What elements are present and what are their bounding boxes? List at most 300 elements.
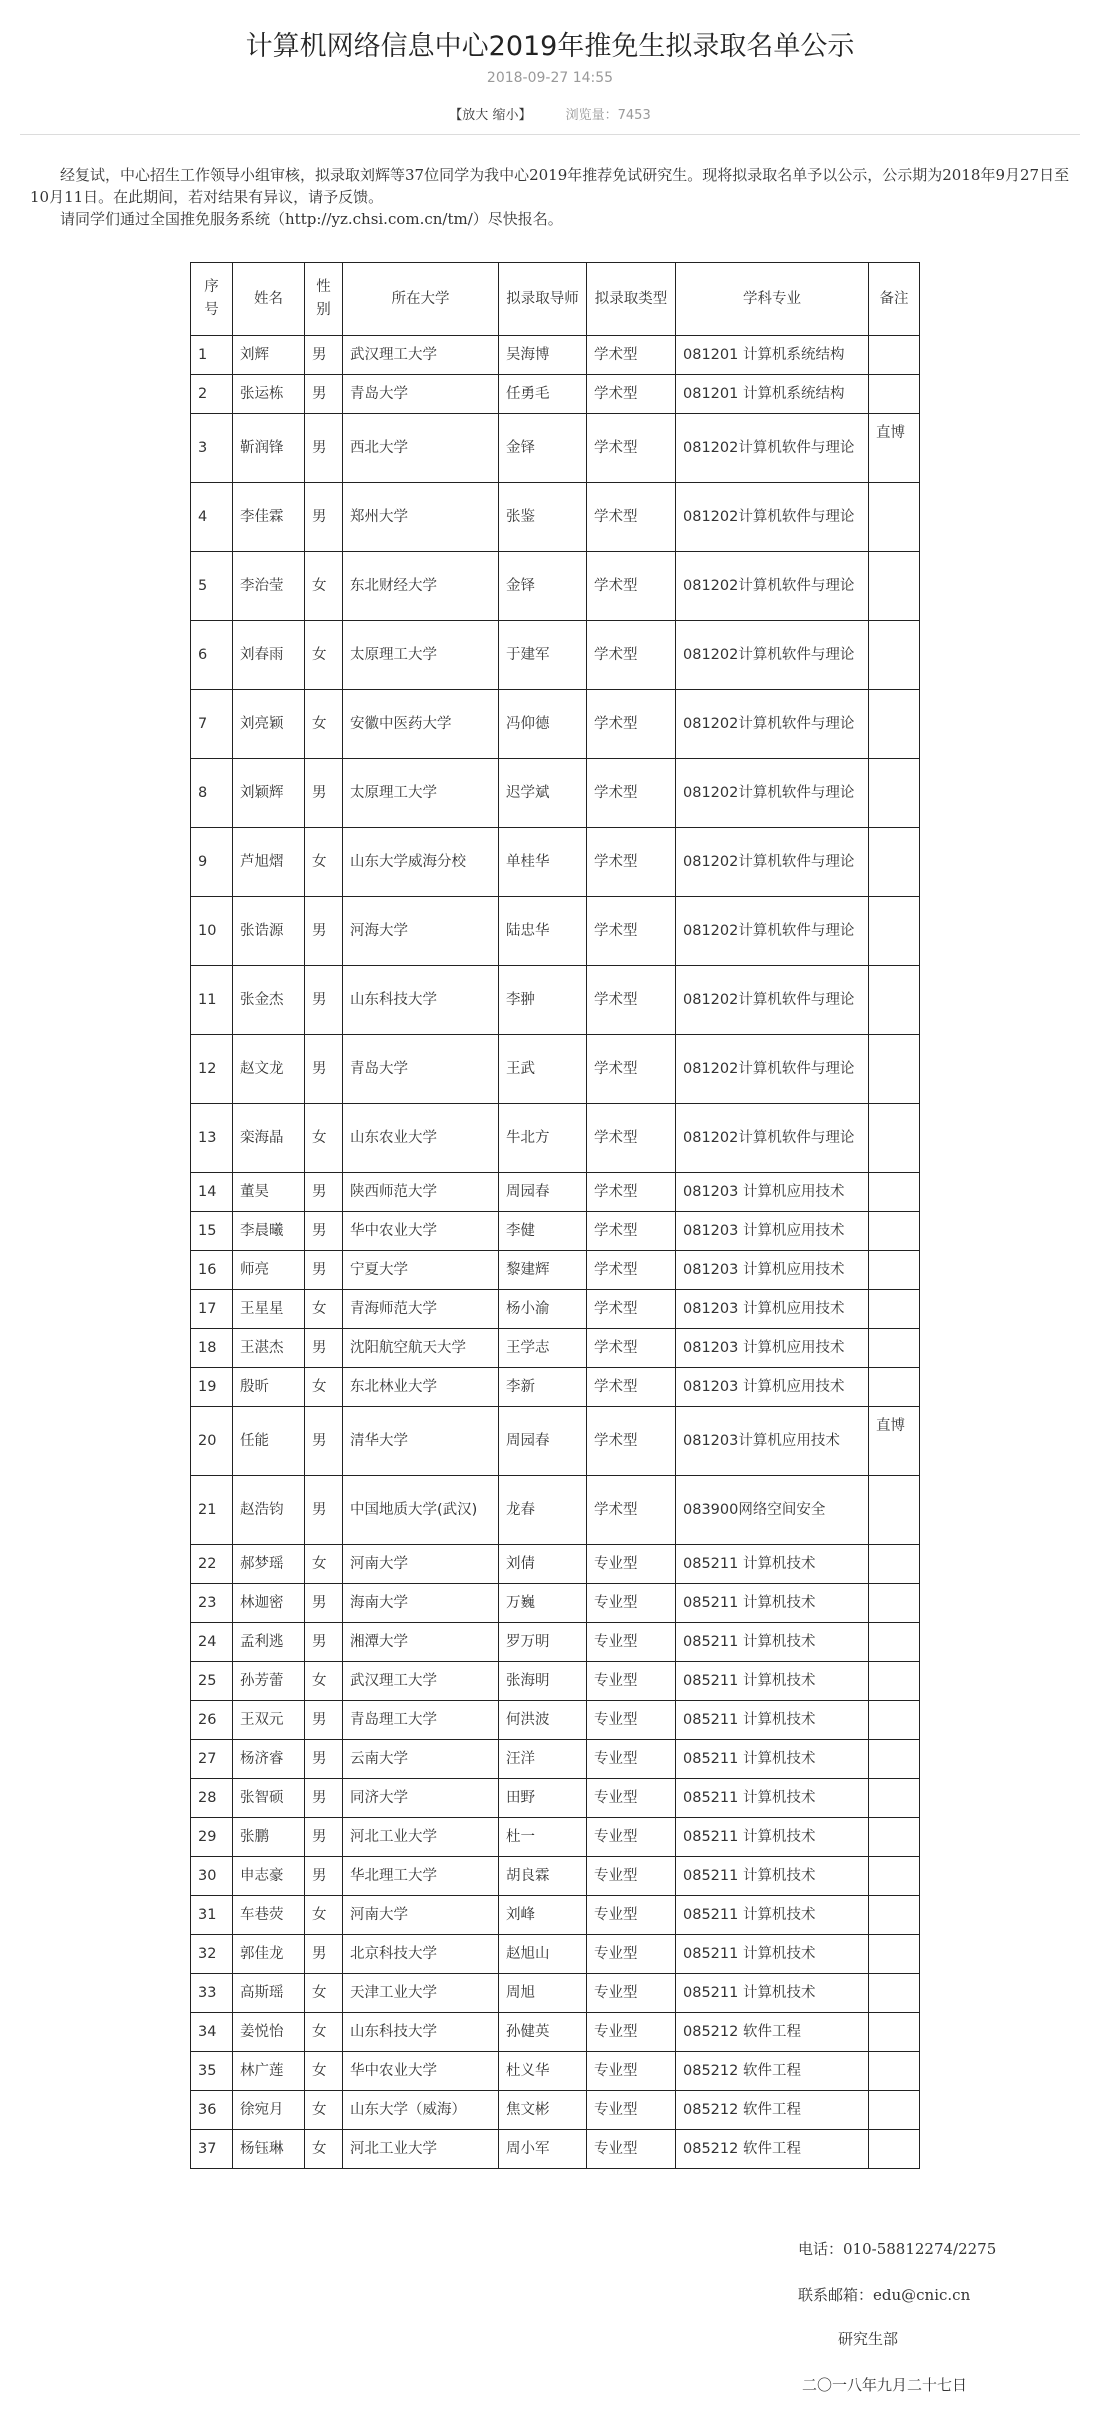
cell-name: 芦旭熠 [233,828,305,897]
cell-gender: 男 [305,897,343,966]
cell-major: 085211 计算机技术 [676,1662,869,1701]
cell-university: 青岛大学 [343,375,499,414]
cell-index: 24 [191,1623,233,1662]
cell-major: 085211 计算机技术 [676,1701,869,1740]
cell-gender: 男 [305,1407,343,1476]
cell-index: 35 [191,2052,233,2091]
cell-advisor: 赵旭山 [499,1935,587,1974]
cell-gender: 男 [305,1779,343,1818]
cell-type: 专业型 [587,1545,676,1584]
cell-gender: 女 [305,2091,343,2130]
cell-major: 081202计算机软件与理论 [676,897,869,966]
cell-type: 学术型 [587,336,676,375]
table-row [191,966,920,1035]
table-row [191,1779,920,1818]
cell-name: 孟利逃 [233,1623,305,1662]
cell-gender: 女 [305,1290,343,1329]
table-row [191,759,920,828]
table-row [191,1896,920,1935]
cell-advisor: 李新 [499,1368,587,1407]
cell-university: 河南大学 [343,1896,499,1935]
cell-name: 刘亮颖 [233,690,305,759]
issue-date-text: 二〇一八年九月二十七日 [802,2376,968,2394]
cell-note [869,2052,920,2091]
cell-note [869,2091,920,2130]
cell-type: 学术型 [587,1290,676,1329]
cell-note [869,759,920,828]
cell-note [869,1974,920,2013]
cell-major: 085211 计算机技术 [676,1623,869,1662]
cell-university: 山东大学（威海） [343,2091,499,2130]
cell-major: 081202计算机软件与理论 [676,621,869,690]
cell-university: 安徽中医药大学 [343,690,499,759]
cell-type: 学术型 [587,966,676,1035]
cell-note [869,1173,920,1212]
cell-note [869,375,920,414]
cell-name: 杨济睿 [233,1740,305,1779]
cell-name: 张运栋 [233,375,305,414]
cell-name: 赵文龙 [233,1035,305,1104]
view-count [566,108,651,123]
cell-note: 直博 [869,414,920,483]
cell-gender: 男 [305,1857,343,1896]
cell-university: 华北理工大学 [343,1857,499,1896]
cell-advisor: 焦文彬 [499,2091,587,2130]
cell-type: 学术型 [587,690,676,759]
cell-type: 学术型 [587,483,676,552]
cell-name: 张诰源 [233,897,305,966]
cell-university: 郑州大学 [343,483,499,552]
cell-index: 26 [191,1701,233,1740]
cell-advisor: 刘倩 [499,1545,587,1584]
cell-type: 学术型 [587,1329,676,1368]
cell-index: 10 [191,897,233,966]
cell-gender: 女 [305,1368,343,1407]
cell-index: 18 [191,1329,233,1368]
cell-index: 23 [191,1584,233,1623]
cell-note [869,2013,920,2052]
cell-type: 学术型 [587,759,676,828]
table-row [191,1251,920,1290]
cell-note [869,828,920,897]
cell-note [869,1935,920,1974]
cell-gender: 男 [305,1251,343,1290]
cell-index: 27 [191,1740,233,1779]
table-row [191,621,920,690]
cell-name: 刘颖辉 [233,759,305,828]
cell-name: 李佳霖 [233,483,305,552]
table-row [191,1476,920,1545]
table-row [191,2091,920,2130]
cell-type: 学术型 [587,1251,676,1290]
cell-index: 11 [191,966,233,1035]
cell-note [869,1290,920,1329]
cell-gender: 女 [305,690,343,759]
cell-gender: 女 [305,552,343,621]
cell-type: 学术型 [587,375,676,414]
cell-university: 青岛理工大学 [343,1701,499,1740]
view-count-value: 7453 [617,108,651,123]
cell-type: 学术型 [587,1035,676,1104]
view-count-label: 浏览量： [565,108,618,123]
cell-advisor: 杜义华 [499,2052,587,2091]
cell-name: 王湛杰 [233,1329,305,1368]
cell-university: 中国地质大学(武汉) [343,1476,499,1545]
cell-name: 李治莹 [233,552,305,621]
cell-note [869,1368,920,1407]
cell-note [869,1896,920,1935]
cell-advisor: 周园春 [499,1407,587,1476]
cell-major: 081202计算机软件与理论 [676,759,869,828]
cell-university: 清华大学 [343,1407,499,1476]
table-row [191,1701,920,1740]
table-row [191,2052,920,2091]
cell-gender: 男 [305,1623,343,1662]
cell-major: 085212 软件工程 [676,2130,869,2169]
cell-type: 专业型 [587,1857,676,1896]
cell-name: 孙芳蕾 [233,1662,305,1701]
cell-name: 郭佳龙 [233,1935,305,1974]
article-tools [0,104,1100,123]
header-advisor: 拟录取导师 [499,263,587,336]
cell-index: 14 [191,1173,233,1212]
cell-gender: 男 [305,414,343,483]
table-row [191,483,920,552]
cell-advisor: 周旭 [499,1974,587,2013]
table-row [191,1212,920,1251]
cell-major: 081203 计算机应用技术 [676,1212,869,1251]
cell-name: 栾海晶 [233,1104,305,1173]
cell-university: 北京科技大学 [343,1935,499,1974]
cell-major: 081202计算机软件与理论 [676,966,869,1035]
cell-major: 081202计算机软件与理论 [676,483,869,552]
contact-email-text: 联系邮箱：edu@cnic.cn [798,2286,971,2304]
cell-university: 山东大学威海分校 [343,828,499,897]
cell-index: 17 [191,1290,233,1329]
table-row [191,897,920,966]
table-row [191,414,920,483]
cell-gender: 女 [305,621,343,690]
cell-gender: 男 [305,1701,343,1740]
cell-university: 华中农业大学 [343,1212,499,1251]
cell-university: 沈阳航空航天大学 [343,1329,499,1368]
cell-index: 16 [191,1251,233,1290]
cell-major: 081202计算机软件与理论 [676,414,869,483]
zoom-out-link[interactable]: 缩小 [492,108,519,123]
cell-name: 殷昕 [233,1368,305,1407]
cell-gender: 女 [305,1974,343,2013]
cell-name: 师亮 [233,1251,305,1290]
cell-advisor: 金铎 [499,414,587,483]
cell-index: 29 [191,1818,233,1857]
table-row [191,1857,920,1896]
cell-name: 靳润锋 [233,414,305,483]
table-row [191,336,920,375]
table-row [191,1935,920,1974]
cell-gender: 男 [305,1212,343,1251]
cell-index: 13 [191,1104,233,1173]
cell-gender: 女 [305,828,343,897]
table-body [191,336,920,2169]
cell-note [869,1584,920,1623]
cell-gender: 女 [305,2013,343,2052]
cell-major: 085211 计算机技术 [676,1740,869,1779]
cell-note [869,897,920,966]
cell-note [869,1623,920,1662]
cell-gender: 男 [305,759,343,828]
cell-type: 专业型 [587,1818,676,1857]
cell-note [869,1251,920,1290]
cell-university: 河北工业大学 [343,2130,499,2169]
table-row [191,690,920,759]
cell-advisor: 周小军 [499,2130,587,2169]
header-note: 备注 [869,263,920,336]
table-row [191,1290,920,1329]
cell-gender: 男 [305,1476,343,1545]
cell-advisor: 金铎 [499,552,587,621]
cell-index: 4 [191,483,233,552]
issuing-department-text: 研究生部 [838,2330,899,2348]
cell-university: 山东科技大学 [343,966,499,1035]
zoom-in-link[interactable]: 放大 [462,108,489,123]
table-row [191,1368,920,1407]
cell-gender: 男 [305,1173,343,1212]
cell-note [869,1662,920,1701]
cell-advisor: 龙春 [499,1476,587,1545]
cell-major: 081203 计算机应用技术 [676,1368,869,1407]
cell-note [869,690,920,759]
cell-name: 车巷荧 [233,1896,305,1935]
table-row [191,1104,920,1173]
cell-university: 武汉理工大学 [343,336,499,375]
cell-major: 081203 计算机应用技术 [676,1329,869,1368]
cell-note [869,336,920,375]
cell-type: 学术型 [587,1212,676,1251]
cell-type: 学术型 [587,1476,676,1545]
cell-major: 081202计算机软件与理论 [676,828,869,897]
cell-type: 学术型 [587,1173,676,1212]
table-row [191,1035,920,1104]
cell-note [869,1329,920,1368]
cell-university: 青岛大学 [343,1035,499,1104]
cell-index: 30 [191,1857,233,1896]
cell-gender: 男 [305,966,343,1035]
cell-major: 081202计算机软件与理论 [676,690,869,759]
cell-name: 高斯瑶 [233,1974,305,2013]
cell-advisor: 汪洋 [499,1740,587,1779]
table-row [191,375,920,414]
cell-type: 专业型 [587,1974,676,2013]
cell-index: 3 [191,414,233,483]
header-name: 姓名 [233,263,305,336]
cell-note [869,1779,920,1818]
cell-major: 081201 计算机系统结构 [676,375,869,414]
cell-gender: 男 [305,1035,343,1104]
cell-university: 河南大学 [343,1545,499,1584]
cell-university: 青海师范大学 [343,1290,499,1329]
cell-advisor: 张海明 [499,1662,587,1701]
cell-advisor: 胡良霖 [499,1857,587,1896]
cell-major: 085211 计算机技术 [676,1896,869,1935]
cell-name: 董昊 [233,1173,305,1212]
cell-type: 学术型 [587,1368,676,1407]
cell-name: 林广莲 [233,2052,305,2091]
cell-advisor: 孙健英 [499,2013,587,2052]
cell-major: 085212 软件工程 [676,2052,869,2091]
cell-major: 085211 计算机技术 [676,1779,869,1818]
cell-type: 学术型 [587,621,676,690]
table-row [191,2130,920,2169]
cell-index: 36 [191,2091,233,2130]
cell-gender: 女 [305,2052,343,2091]
cell-type: 专业型 [587,1701,676,1740]
cell-index: 9 [191,828,233,897]
cell-type: 专业型 [587,1896,676,1935]
publish-date: 2018-09-27 14:55 [486,70,614,86]
cell-advisor: 牛北方 [499,1104,587,1173]
cell-major: 081203计算机应用技术 [676,1407,869,1476]
cell-note [869,483,920,552]
cell-type: 学术型 [587,1407,676,1476]
header-major: 学科专业 [676,263,869,336]
cell-major: 081202计算机软件与理论 [676,1104,869,1173]
cell-major: 081202计算机软件与理论 [676,552,869,621]
cell-advisor: 万巍 [499,1584,587,1623]
intro-paragraph: 经复试，中心招生工作领导小组审核，拟录取刘辉等37位同学为我中心2019年推荐免试研究生。现将拟录取名单予以公示，公示期为2018年9月27日至10月11日。在此期间，若对结果有异议，请予反馈。 [30,166,1070,206]
cell-index: 33 [191,1974,233,2013]
cell-name: 任能 [233,1407,305,1476]
table-row [191,1329,920,1368]
header-gender: 性别 [305,263,343,336]
cell-index: 15 [191,1212,233,1251]
cell-university: 武汉理工大学 [343,1662,499,1701]
cell-name: 刘春雨 [233,621,305,690]
cell-name: 王双元 [233,1701,305,1740]
title-divider [20,134,1080,135]
cell-index: 21 [191,1476,233,1545]
cell-advisor: 刘峰 [499,1896,587,1935]
cell-advisor: 任勇毛 [499,375,587,414]
cell-major: 085211 计算机技术 [676,1857,869,1896]
table-row [191,828,920,897]
cell-university: 河海大学 [343,897,499,966]
cell-advisor: 张鉴 [499,483,587,552]
cell-advisor: 李健 [499,1212,587,1251]
cell-university: 陕西师范大学 [343,1173,499,1212]
cell-index: 6 [191,621,233,690]
cell-type: 专业型 [587,2013,676,2052]
cell-major: 085211 计算机技术 [676,1818,869,1857]
cell-note: 直博 [869,1407,920,1476]
cell-advisor: 何洪波 [499,1701,587,1740]
header-index: 序号 [191,263,233,336]
cell-gender: 男 [305,1329,343,1368]
table-row [191,552,920,621]
header-type: 拟录取类型 [587,263,676,336]
cell-gender: 女 [305,2130,343,2169]
cell-gender: 女 [305,1545,343,1584]
cell-advisor: 罗万明 [499,1623,587,1662]
cell-university: 云南大学 [343,1740,499,1779]
cell-university: 太原理工大学 [343,621,499,690]
cell-note [869,1545,920,1584]
cell-index: 20 [191,1407,233,1476]
cell-advisor: 黎建辉 [499,1251,587,1290]
cell-index: 12 [191,1035,233,1104]
table-row [191,1584,920,1623]
cell-index: 32 [191,1935,233,1974]
article-body [30,164,1075,230]
cell-university: 宁夏大学 [343,1251,499,1290]
table-row [191,1662,920,1701]
table-row [191,1974,920,2013]
cell-type: 专业型 [587,1584,676,1623]
admission-list-table [190,262,920,2169]
cell-type: 学术型 [587,828,676,897]
cell-index: 37 [191,2130,233,2169]
cell-name: 李晨曦 [233,1212,305,1251]
cell-major: 081203 计算机应用技术 [676,1290,869,1329]
cell-note [869,1740,920,1779]
cell-name: 郝梦瑶 [233,1545,305,1584]
cell-note [869,552,920,621]
cell-note [869,1104,920,1173]
cell-gender: 男 [305,336,343,375]
cell-university: 华中农业大学 [343,2052,499,2091]
cell-major: 085212 软件工程 [676,2013,869,2052]
cell-type: 专业型 [587,2130,676,2169]
cell-note [869,1476,920,1545]
cell-type: 专业型 [587,1779,676,1818]
cell-major: 081201 计算机系统结构 [676,336,869,375]
cell-gender: 男 [305,483,343,552]
cell-index: 25 [191,1662,233,1701]
cell-advisor: 于建军 [499,621,587,690]
cell-index: 7 [191,690,233,759]
cell-major: 081203 计算机应用技术 [676,1251,869,1290]
cell-advisor: 王武 [499,1035,587,1104]
cell-note [869,1818,920,1857]
cell-major: 081203 计算机应用技术 [676,1173,869,1212]
cell-university: 西北大学 [343,414,499,483]
cell-index: 28 [191,1779,233,1818]
cell-note [869,621,920,690]
cell-type: 专业型 [587,1623,676,1662]
cell-note [869,1035,920,1104]
cell-gender: 女 [305,1662,343,1701]
cell-major: 085211 计算机技术 [676,1584,869,1623]
cell-name: 张金杰 [233,966,305,1035]
cell-note [869,1212,920,1251]
cell-university: 同济大学 [343,1779,499,1818]
cell-advisor: 田野 [499,1779,587,1818]
cell-university: 湘潭大学 [343,1623,499,1662]
cell-name: 林迦密 [233,1584,305,1623]
contact-phone-text: 电话：010-58812274/2275 [798,2240,997,2258]
cell-university: 山东科技大学 [343,2013,499,2052]
cell-type: 专业型 [587,2052,676,2091]
cell-university: 河北工业大学 [343,1818,499,1857]
cell-index: 1 [191,336,233,375]
cell-type: 学术型 [587,552,676,621]
cell-index: 34 [191,2013,233,2052]
page-title: 计算机网络信息中心2019年推免生拟录取名单公示 [245,31,855,62]
cell-major: 081202计算机软件与理论 [676,1035,869,1104]
cell-index: 31 [191,1896,233,1935]
cell-index: 22 [191,1545,233,1584]
cell-note [869,966,920,1035]
cell-name: 张鹏 [233,1818,305,1857]
